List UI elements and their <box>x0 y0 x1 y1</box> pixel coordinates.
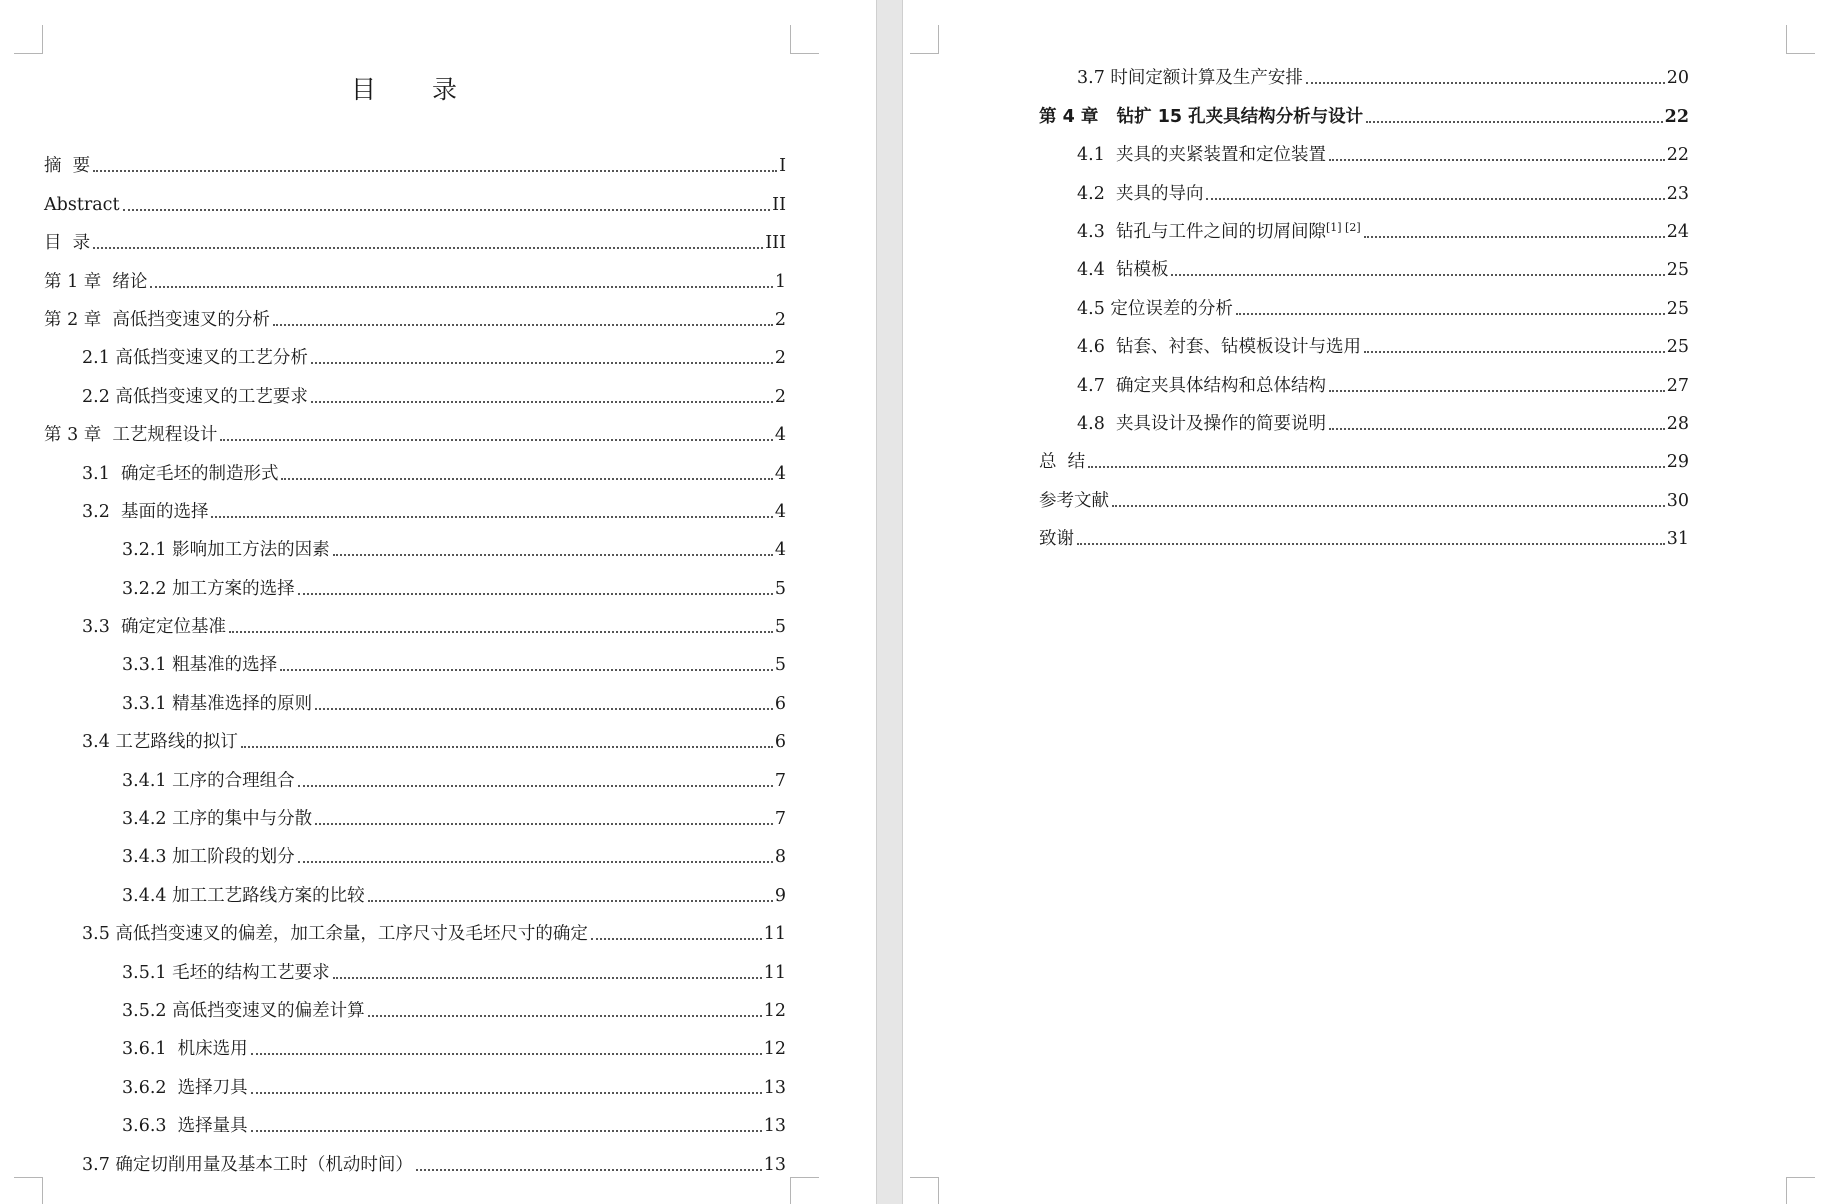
toc-page-number: 2 <box>774 348 786 369</box>
crop-mark-bottom-right <box>1786 1177 1815 1204</box>
dot-leader <box>315 823 773 825</box>
toc-entry-label: 第 4 章 钻扩 15 孔夹具结构分析与设计 <box>1039 106 1364 127</box>
toc-entry[interactable] <box>44 867 786 905</box>
toc-entry-label: 3.7 时间定额计算及生产安排 <box>1077 68 1303 89</box>
toc-entry[interactable] <box>1039 88 1689 126</box>
toc-page-number: 25 <box>1666 260 1689 281</box>
dot-leader <box>368 1015 762 1017</box>
toc-entry[interactable] <box>1039 165 1689 203</box>
toc-entry[interactable] <box>44 714 786 752</box>
toc-page-number: 22 <box>1666 145 1689 166</box>
dot-leader <box>251 1092 762 1094</box>
toc-page-number: 11 <box>763 924 786 945</box>
toc-entry[interactable] <box>44 637 786 675</box>
toc-page-number: 12 <box>763 1000 786 1021</box>
citation-refs: [1] [2] <box>1325 220 1361 234</box>
toc-page-number: 29 <box>1666 452 1689 473</box>
toc-entry-label: 3.4.1 工序的合理组合 <box>122 770 295 791</box>
toc-entry[interactable] <box>44 292 786 330</box>
toc-entry-label: 3.4 工艺路线的拟订 <box>82 732 238 753</box>
toc-page-number: I <box>779 156 786 177</box>
toc-entry-label: Abstract <box>44 194 120 215</box>
toc-page-number: 24 <box>1666 221 1689 242</box>
toc-entry[interactable] <box>44 330 786 368</box>
toc-page-number: 28 <box>1666 413 1689 434</box>
toc-entry-label: 3.7 确定切削用量及基本工时（机动时间） <box>82 1154 413 1175</box>
toc-page-number: 25 <box>1666 298 1689 319</box>
toc-entry[interactable] <box>44 675 786 713</box>
toc-entry[interactable] <box>44 522 786 560</box>
toc-entry[interactable] <box>44 253 786 291</box>
dot-leader <box>416 1169 762 1171</box>
toc-entry-label: 4.2 夹具的导向 <box>1077 183 1204 204</box>
dot-leader <box>333 554 773 556</box>
toc-page-number: 13 <box>763 1077 786 1098</box>
dot-leader <box>93 247 763 249</box>
crop-mark-top-left <box>14 25 43 54</box>
toc-entry[interactable] <box>44 176 786 214</box>
dot-leader <box>1206 198 1664 200</box>
toc-entry-label: 3.4.4 加工工艺路线方案的比较 <box>122 885 365 906</box>
toc-entry-label: 第 3 章 工艺规程设计 <box>44 425 218 446</box>
toc-page-number: 9 <box>774 885 786 906</box>
toc-entry[interactable] <box>1039 127 1689 165</box>
toc-entry[interactable] <box>44 560 786 598</box>
toc-entry[interactable] <box>44 407 786 445</box>
toc-entry-label: 3.3 确定定位基准 <box>82 617 226 638</box>
toc-entry-label: 4.8 夹具设计及操作的简要说明 <box>1077 413 1326 434</box>
dot-leader <box>1364 351 1665 353</box>
document-page-right <box>903 0 1823 1204</box>
toc-page-number: II <box>772 194 786 215</box>
dot-leader <box>251 1053 762 1055</box>
dot-leader <box>241 746 773 748</box>
toc-page-number: 13 <box>763 1154 786 1175</box>
toc-page-number: 30 <box>1666 490 1689 511</box>
toc-entry[interactable] <box>44 906 786 944</box>
toc-page-number: 4 <box>774 463 786 484</box>
toc-page-number: 20 <box>1666 68 1689 89</box>
toc-entry-label: 3.4.2 工序的集中与分散 <box>122 809 313 830</box>
toc-list-left <box>44 138 786 1175</box>
dot-leader <box>123 209 771 211</box>
crop-mark-top-right <box>1786 25 1815 54</box>
toc-page-number: 2 <box>774 309 786 330</box>
toc-entry-label: 4.1 夹具的夹紧装置和定位装置 <box>1077 145 1326 166</box>
toc-page-number: 4 <box>774 501 786 522</box>
dot-leader <box>220 439 772 441</box>
toc-entry[interactable] <box>1039 280 1689 318</box>
dot-leader <box>1329 390 1665 392</box>
toc-page-number: 23 <box>1666 183 1689 204</box>
toc-page-number: 5 <box>774 578 786 599</box>
dot-leader <box>280 669 773 671</box>
toc-page-number: III <box>765 233 786 254</box>
toc-entry[interactable] <box>1039 204 1689 242</box>
toc-entry[interactable] <box>44 1098 786 1136</box>
dot-leader <box>298 785 773 787</box>
toc-entry-label: 3.6.1 机床选用 <box>122 1039 248 1060</box>
toc-entry-label: 4.4 钻模板 <box>1077 260 1169 281</box>
toc-entry-label: 3.6.3 选择量具 <box>122 1116 248 1137</box>
toc-entry[interactable] <box>1039 319 1689 357</box>
toc-entry[interactable] <box>44 752 786 790</box>
dot-leader <box>1329 428 1665 430</box>
crop-mark-bottom-left <box>910 1177 939 1204</box>
dot-leader <box>1077 543 1665 545</box>
toc-page-number: 1 <box>774 271 786 292</box>
toc-entry[interactable] <box>44 1021 786 1059</box>
toc-entry-label: 摘 要 <box>44 156 91 177</box>
dot-leader <box>229 631 773 633</box>
dot-leader <box>1364 236 1665 238</box>
toc-entry[interactable] <box>44 944 786 982</box>
dot-leader <box>93 170 777 172</box>
toc-entry[interactable] <box>44 1059 786 1097</box>
dot-leader <box>298 861 773 863</box>
crop-mark-bottom-right <box>790 1177 819 1204</box>
toc-page-number: 6 <box>774 732 786 753</box>
toc-entry[interactable] <box>1039 50 1689 88</box>
toc-page-number: 5 <box>774 617 786 638</box>
toc-entry-label: 4.6 钻套、衬套、钻模板设计与选用 <box>1077 337 1361 358</box>
toc-entry[interactable] <box>44 829 786 867</box>
toc-entry-label: 3.6.2 选择刀具 <box>122 1077 248 1098</box>
toc-page-number: 4 <box>774 425 786 446</box>
toc-entry[interactable] <box>1039 357 1689 395</box>
dot-leader <box>150 286 772 288</box>
toc-page-number: 7 <box>774 770 786 791</box>
toc-entry[interactable] <box>1039 511 1689 549</box>
dot-leader <box>368 900 773 902</box>
dot-leader <box>1366 121 1662 123</box>
crop-mark-top-right <box>790 25 819 54</box>
toc-page-number: 27 <box>1666 375 1689 396</box>
toc-page-number: 13 <box>763 1116 786 1137</box>
toc-entry[interactable] <box>44 215 786 253</box>
toc-entry[interactable] <box>44 138 786 176</box>
toc-entry[interactable] <box>44 983 786 1021</box>
dot-leader <box>315 708 773 710</box>
dot-leader <box>1329 159 1665 161</box>
toc-entry[interactable] <box>1039 242 1689 280</box>
toc-entry[interactable] <box>44 599 786 637</box>
toc-entry-label: 3.3.1 精基准选择的原则 <box>122 693 313 714</box>
toc-entry-label: 第 2 章 高低挡变速叉的分析 <box>44 309 270 330</box>
toc-entry-label: 3.3.1 粗基准的选择 <box>122 655 278 676</box>
toc-entry-label: 4.7 确定夹具体结构和总体结构 <box>1077 375 1326 396</box>
crop-mark-bottom-left <box>14 1177 43 1204</box>
toc-page-number: 5 <box>774 655 786 676</box>
dot-leader <box>273 324 773 326</box>
dot-leader <box>298 593 773 595</box>
toc-page-number: 12 <box>763 1039 786 1060</box>
toc-entry-label: 3.2.1 影响加工方法的因素 <box>122 540 330 561</box>
dot-leader <box>591 938 762 940</box>
toc-page-number: 7 <box>774 809 786 830</box>
toc-entry-label: 3.4.3 加工阶段的划分 <box>122 847 295 868</box>
toc-entry[interactable] <box>44 791 786 829</box>
toc-page-number: 2 <box>774 386 786 407</box>
crop-mark-top-left <box>910 25 939 54</box>
dot-leader <box>311 362 773 364</box>
toc-entry[interactable] <box>44 368 786 406</box>
toc-page-number: 8 <box>774 847 786 868</box>
toc-page-number: 22 <box>1664 106 1689 127</box>
page-gap <box>876 0 903 1204</box>
dot-leader <box>281 478 772 480</box>
toc-entry[interactable] <box>1039 434 1689 472</box>
toc-entry-label: 3.5 高低挡变速叉的偏差，加工余量，工序尺寸及毛坯尺寸的确定 <box>82 924 588 945</box>
dot-leader <box>211 516 772 518</box>
toc-entry-label: 4.5 定位误差的分析 <box>1077 298 1233 319</box>
toc-page-number: 25 <box>1666 337 1689 358</box>
toc-entry-label: 参考文献 <box>1039 490 1109 511</box>
toc-entry-label: 总 结 <box>1039 452 1086 473</box>
dot-leader <box>1236 313 1665 315</box>
toc-page-number: 31 <box>1666 529 1689 550</box>
toc-entry-label: 2.2 高低挡变速叉的工艺要求 <box>82 386 308 407</box>
toc-entry-label: 3.1 确定毛坯的制造形式 <box>82 463 279 484</box>
toc-entry[interactable] <box>44 1136 786 1174</box>
dot-leader <box>333 977 762 979</box>
toc-entry-label: 致谢 <box>1039 529 1074 550</box>
toc-page-number: 6 <box>774 693 786 714</box>
dot-leader <box>1171 274 1664 276</box>
toc-entry-label: 4.3 钻孔与工件之间的切屑间隙[1] [2] <box>1077 220 1361 242</box>
toc-entry[interactable] <box>44 445 786 483</box>
document-page-left <box>0 0 876 1204</box>
dot-leader <box>251 1130 762 1132</box>
toc-entry-label: 2.1 高低挡变速叉的工艺分析 <box>82 348 308 369</box>
toc-page-number: 11 <box>763 962 786 983</box>
dot-leader <box>1112 505 1665 507</box>
toc-entry-label: 第 1 章 绪论 <box>44 271 148 292</box>
toc-list-right <box>1039 50 1689 549</box>
toc-entry[interactable] <box>1039 396 1689 434</box>
toc-entry-label: 3.5.2 高低挡变速叉的偏差计算 <box>122 1000 365 1021</box>
toc-entry[interactable] <box>1039 472 1689 510</box>
dot-leader <box>311 401 773 403</box>
toc-entry[interactable] <box>44 484 786 522</box>
toc-entry-label: 3.5.1 毛坯的结构工艺要求 <box>122 962 330 983</box>
dot-leader <box>1306 82 1665 84</box>
toc-entry-label: 3.2 基面的选择 <box>82 501 209 522</box>
toc-page-number: 4 <box>774 540 786 561</box>
toc-entry-label: 3.2.2 加工方案的选择 <box>122 578 295 599</box>
toc-title: 目 录 <box>351 75 481 104</box>
dot-leader <box>1088 466 1665 468</box>
toc-entry-label: 目 录 <box>44 233 91 254</box>
